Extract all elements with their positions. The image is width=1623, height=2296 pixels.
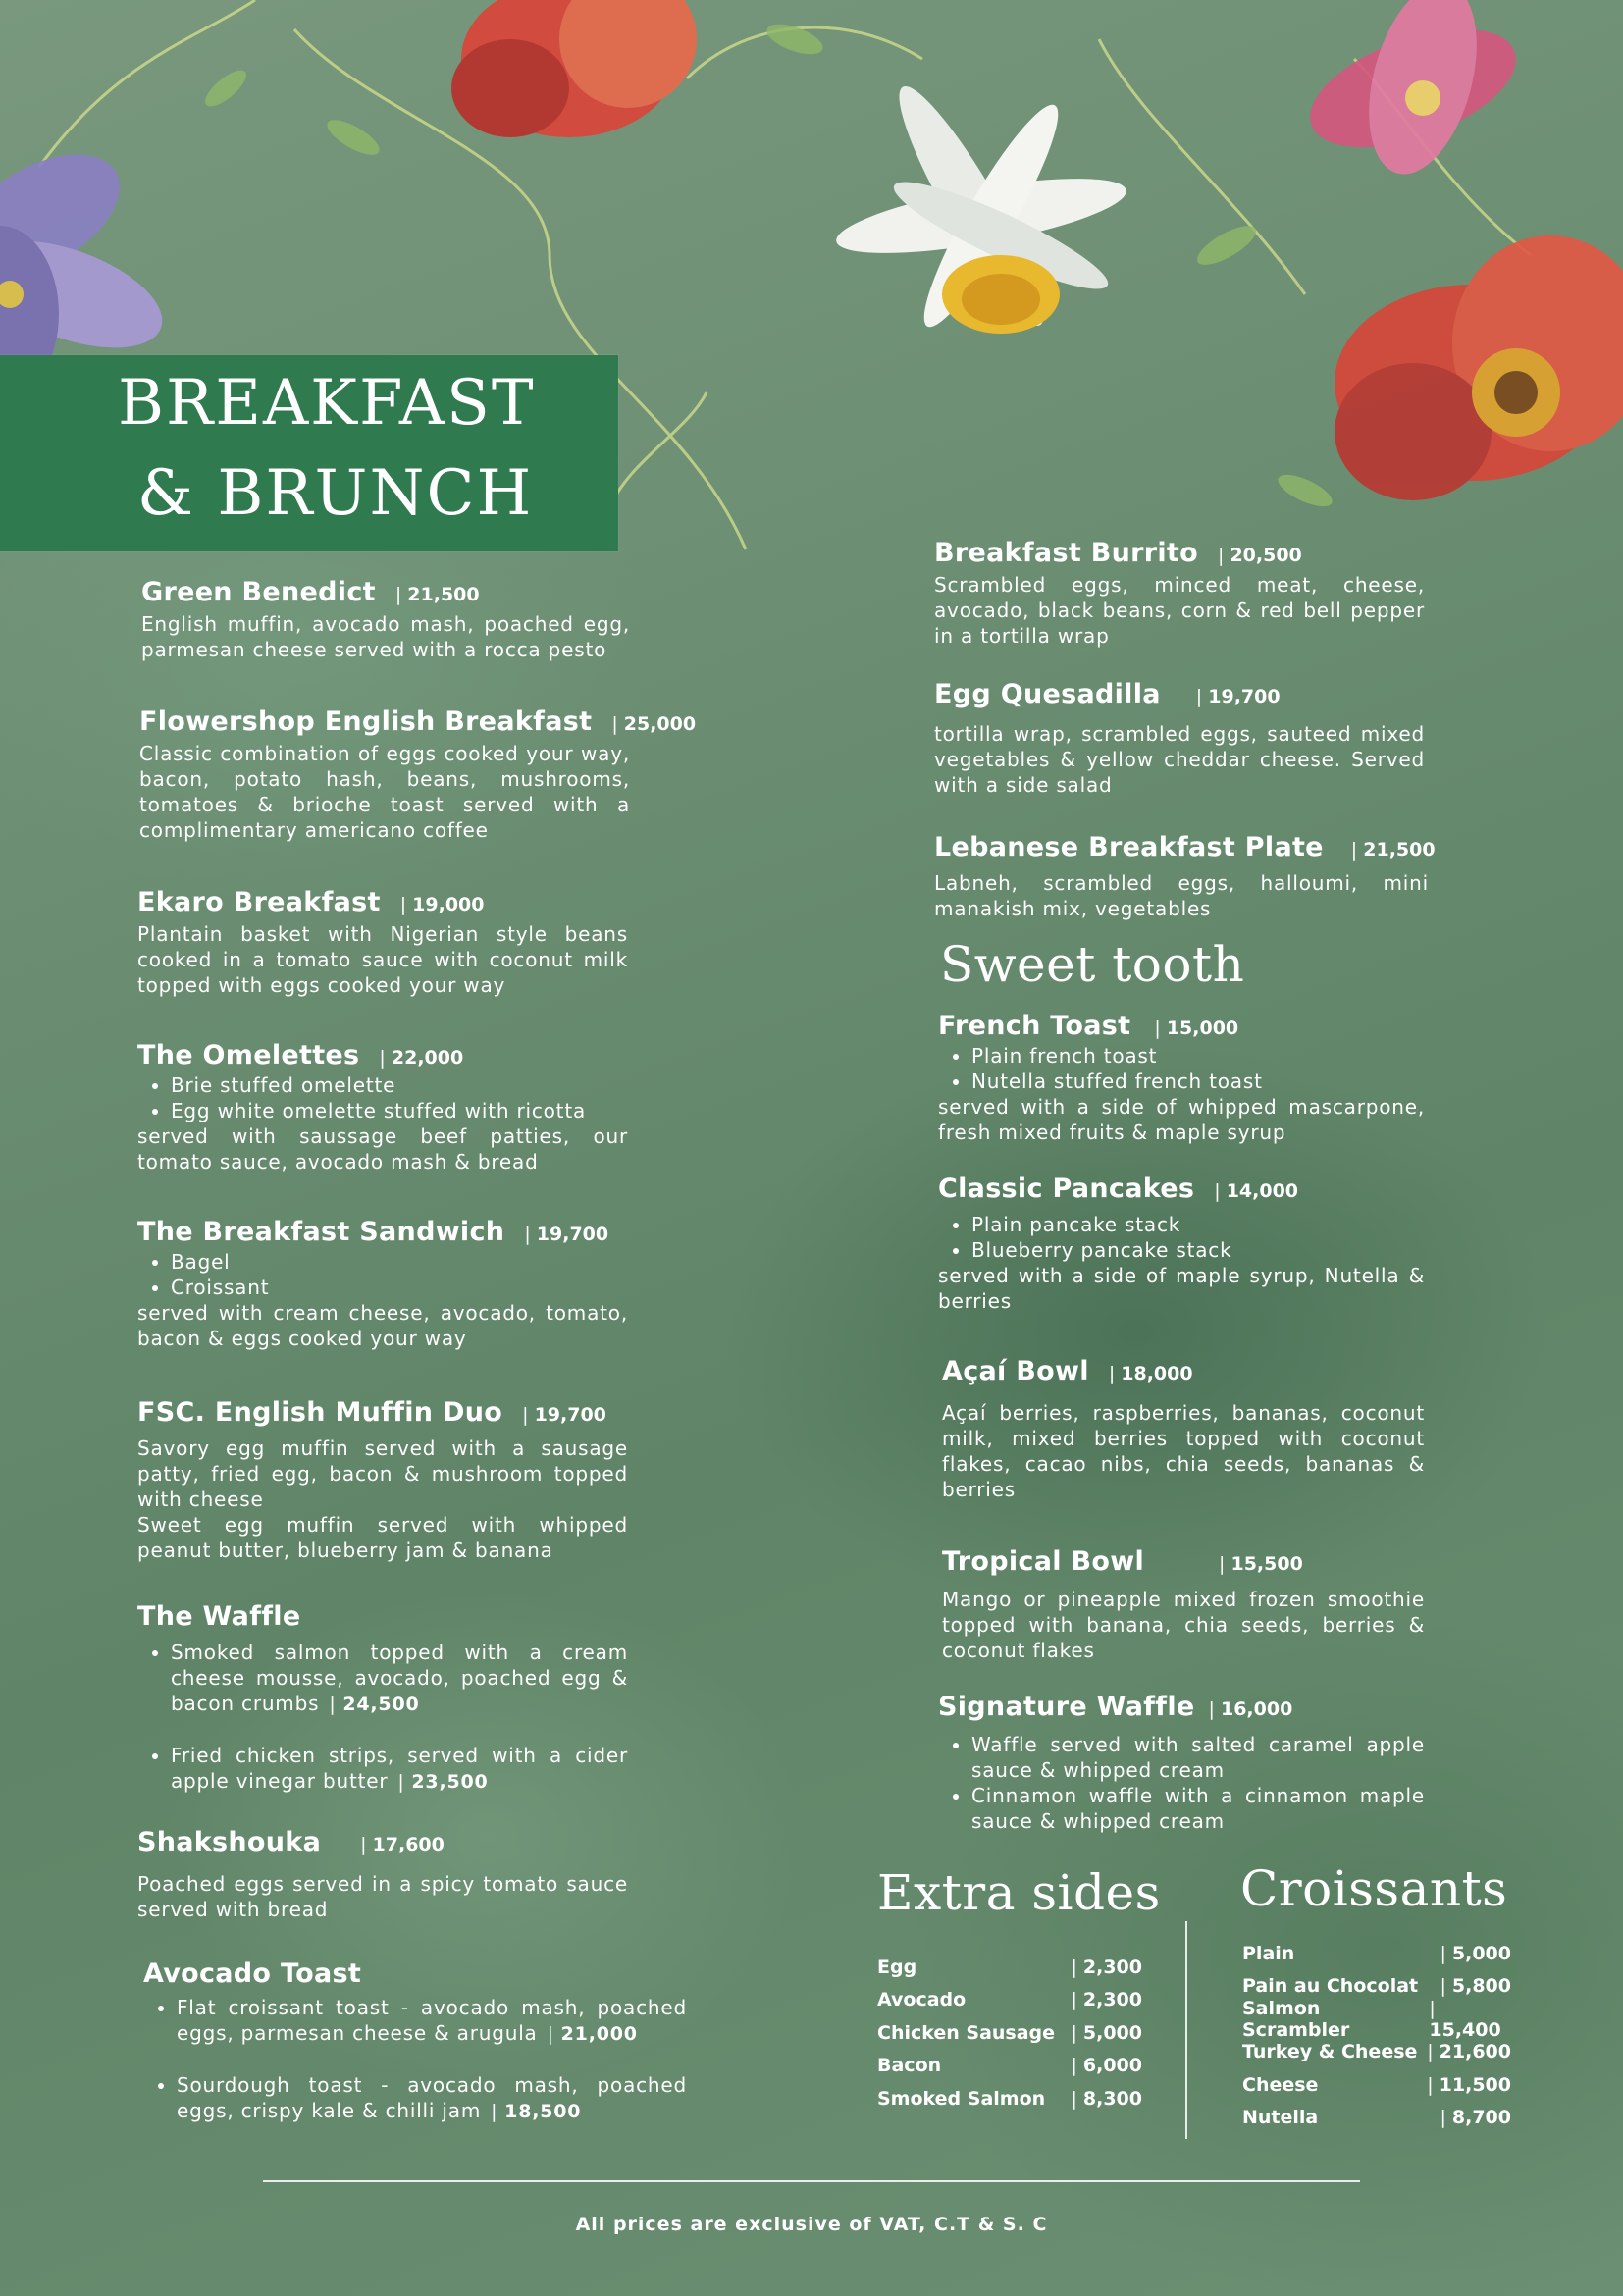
croissant-price: | 11,500: [1427, 2074, 1511, 2096]
item-price: | 15,000: [1154, 1018, 1238, 1039]
option-text: Flat croissant toast - avocado mash, poached eggs, parmesan cheese & arugula: [177, 1996, 687, 2045]
croissant-name: Turkey & Cheese: [1242, 2041, 1418, 2063]
item-price: | 25,000: [611, 713, 696, 735]
croissant-name: Pain au Chocolat: [1242, 1975, 1419, 1998]
item-price: | 20,500: [1218, 545, 1302, 566]
item-description: Açaí berries, raspberries, bananas, coconut milk, mixed berries topped with coconut flakes, cacao nibs, chia seeds, bananas & berries: [942, 1401, 1425, 1501]
option-item: • Bagel: [171, 1249, 628, 1275]
croissant-price: | 15,400: [1429, 1998, 1511, 2041]
menu-item-breakfast-sandwich: [137, 1217, 628, 1351]
option-price: | 21,000: [548, 2023, 638, 2045]
page-title-line1: BREAKFAST: [118, 367, 536, 440]
croissant-row: [1242, 2102, 1511, 2135]
menu-item-avocado-toast: [143, 1958, 742, 2124]
menu-item-flowershop-breakfast: [139, 706, 697, 843]
sweet-tooth-heading: Sweet tooth: [940, 936, 1245, 993]
item-price: | 21,500: [1351, 839, 1436, 861]
croissant-name: Salmon Scrambler: [1242, 1997, 1350, 2041]
item-description: Plantain basket with Nigerian style beans cooked in a tomato sauce with coconut milk topped with eggs cooked your way: [137, 922, 628, 997]
column-divider: [1185, 1921, 1187, 2139]
item-price: | 16,000: [1209, 1698, 1293, 1720]
option-item: • Croissant: [171, 1275, 628, 1300]
item-name: Green Benedict: [141, 577, 376, 607]
side-price: | 8,300: [1071, 2088, 1142, 2110]
menu-item-classic-pancakes: [938, 1174, 1425, 1314]
menu-item-signature-waffle: [938, 1692, 1425, 1834]
item-name: The Waffle: [137, 1601, 301, 1632]
option-item: • Egg white omelette stuffed with ricotta: [171, 1098, 628, 1123]
side-price: | 5,000: [1071, 2022, 1142, 2044]
croissant-price: | 8,700: [1440, 2107, 1511, 2128]
croissant-row: [1242, 1997, 1511, 2041]
item-description: served with a side of whipped mascarpone, fresh mixed fruits & maple syrup: [938, 1095, 1425, 1144]
menu-item-acai-bowl: [942, 1356, 1425, 1502]
item-description: Mango or pineapple mixed frozen smoothie topped with banana, chia seeds, berries & coconut flakes: [942, 1588, 1425, 1662]
option-item: • Cinnamon waffle with a cinnamon maple sauce & whipped cream: [971, 1783, 1425, 1834]
option-item: • Brie stuffed omelette: [171, 1072, 628, 1098]
option-item: • Blueberry pancake stack: [971, 1237, 1425, 1263]
option-text: Sourdough toast - avocado mash, poached eggs, crispy kale & chilli jam: [177, 2073, 687, 2122]
side-name: Egg: [877, 1956, 917, 1978]
item-price: | 17,600: [360, 1834, 445, 1855]
footer-note: All prices are exclusive of VAT, C.T & S. C: [575, 2214, 1048, 2235]
menu-item-lebanese-plate: [934, 832, 1436, 921]
menu-item-french-toast: [938, 1011, 1425, 1145]
croissant-name: Nutella: [1242, 2107, 1319, 2129]
item-name: Lebanese Breakfast Plate: [934, 832, 1324, 862]
side-price: | 6,000: [1071, 2055, 1142, 2076]
croissant-price: | 5,800: [1440, 1975, 1511, 1997]
item-price: | 14,000: [1214, 1180, 1298, 1202]
croissant-row: [1242, 2068, 1511, 2102]
menu-item-ekaro-breakfast: [137, 887, 628, 998]
side-row: [877, 1984, 1142, 2017]
item-description: English muffin, avocado mash, poached egg, parmesan cheese served with a rocca pesto: [141, 612, 630, 661]
menu-item-waffle: [137, 1601, 628, 1795]
croissant-row: [1242, 1937, 1511, 1970]
item-name: Avocado Toast: [143, 1958, 362, 1989]
item-description: served with saussage beef patties, our tomato sauce, avocado mash & bread: [137, 1124, 628, 1174]
side-price: | 2,300: [1071, 1989, 1142, 2010]
item-name: Tropical Bowl: [942, 1546, 1145, 1577]
item-name: The Omelettes: [137, 1040, 360, 1070]
croissants-heading: Croissants: [1240, 1860, 1508, 1917]
croissant-row: [1242, 2036, 1511, 2069]
option-text: Fried chicken strips, served with a cider apple vinegar butter: [171, 1744, 628, 1793]
option-item: • Waffle served with salted caramel apple sauce & whipped cream: [971, 1732, 1425, 1783]
menu-item-muffin-duo: [137, 1397, 628, 1563]
title-banner: [0, 355, 618, 551]
side-row: [877, 2050, 1142, 2083]
item-price: | 19,000: [400, 894, 485, 915]
croissants-list: [1242, 1937, 1511, 2134]
croissant-price: | 5,000: [1440, 1943, 1511, 1964]
option-item: • Nutella stuffed french toast: [971, 1069, 1425, 1094]
item-name: Flowershop English Breakfast: [139, 706, 593, 737]
side-name: Bacon: [877, 2055, 942, 2077]
menu-item-tropical-bowl: [942, 1546, 1425, 1663]
extra-sides-list: [877, 1951, 1142, 2115]
item-name: Ekaro Breakfast: [137, 887, 381, 917]
croissant-name: Cheese: [1242, 2073, 1319, 2096]
side-row: [877, 2016, 1142, 2050]
side-row: [877, 1951, 1142, 1984]
item-description: Classic combination of eggs cooked your way, bacon, potato hash, beans, mushrooms, tomatoes & brioche toast served with a complimentary americano coffee: [139, 742, 630, 842]
option-item: [177, 2072, 687, 2124]
page-title-line2: & BRUNCH: [137, 457, 534, 530]
item-price: | 19,700: [522, 1404, 606, 1426]
menu-item-omelettes: [137, 1040, 628, 1174]
side-name: Smoked Salmon: [877, 2087, 1046, 2110]
item-name: Classic Pancakes: [938, 1174, 1195, 1204]
item-name: French Toast: [938, 1011, 1131, 1041]
item-name: Açaí Bowl: [942, 1356, 1089, 1386]
item-description: Sweet egg muffin served with whipped peanut butter, blueberry jam & banana: [137, 1513, 628, 1562]
option-item: • Plain french toast: [971, 1043, 1425, 1069]
option-item: [171, 1640, 628, 1717]
extra-sides-heading: Extra sides: [877, 1864, 1161, 1921]
item-name: Shakshouka: [137, 1827, 322, 1857]
menu-item-egg-quesadilla: [934, 679, 1425, 798]
option-price: | 23,500: [397, 1771, 488, 1793]
item-name: The Breakfast Sandwich: [137, 1217, 505, 1247]
option-text: Smoked salmon topped with a cream cheese mousse, avocado, poached egg & bacon crumbs: [171, 1641, 628, 1715]
item-description: Savory egg muffin served with a sausage patty, fried egg, bacon & mushroom topped with cheese: [137, 1436, 628, 1511]
item-price: | 15,500: [1219, 1553, 1303, 1575]
item-name: FSC. English Muffin Duo: [137, 1397, 503, 1428]
item-price: | 19,700: [1196, 686, 1281, 707]
item-name: Signature Waffle: [938, 1692, 1195, 1722]
side-name: Chicken Sausage: [877, 2021, 1056, 2044]
option-item: [171, 1743, 628, 1795]
item-description: Poached eggs served in a spicy tomato sauce served with bread: [137, 1872, 628, 1921]
menu-item-green-benedict: [141, 577, 630, 662]
menu-item-shakshouka: [137, 1827, 628, 1922]
croissant-price: | 21,600: [1427, 2041, 1511, 2062]
option-price: | 18,500: [491, 2101, 581, 2122]
option-price: | 24,500: [329, 1694, 419, 1715]
item-description: served with a side of maple syrup, Nutella & berries: [938, 1264, 1425, 1313]
side-price: | 2,300: [1071, 1957, 1142, 1978]
item-description: Labneh, scrambled eggs, halloumi, mini manakish mix, vegetables: [934, 871, 1429, 920]
croissant-name: Plain: [1242, 1942, 1295, 1964]
item-description: served with cream cheese, avocado, tomato, bacon & eggs cooked your way: [137, 1301, 628, 1350]
item-price: | 22,000: [379, 1047, 463, 1069]
option-item: • Plain pancake stack: [971, 1212, 1425, 1237]
item-price: | 18,000: [1109, 1363, 1193, 1384]
item-price: | 21,500: [395, 584, 480, 605]
item-price: | 19,700: [524, 1224, 608, 1245]
item-name: Breakfast Burrito: [934, 538, 1198, 568]
side-name: Avocado: [877, 1989, 967, 2011]
side-row: [877, 2082, 1142, 2115]
footer-divider: [263, 2180, 1360, 2182]
option-item: [177, 1995, 687, 2047]
menu-item-breakfast-burrito: [934, 538, 1425, 649]
item-description: Scrambled eggs, minced meat, cheese, avocado, black beans, corn & red bell pepper in a tortilla wrap: [934, 573, 1425, 648]
item-name: Egg Quesadilla: [934, 679, 1161, 709]
item-description: tortilla wrap, scrambled eggs, sauteed mixed vegetables & yellow cheddar cheese. Served with a side salad: [934, 722, 1425, 797]
